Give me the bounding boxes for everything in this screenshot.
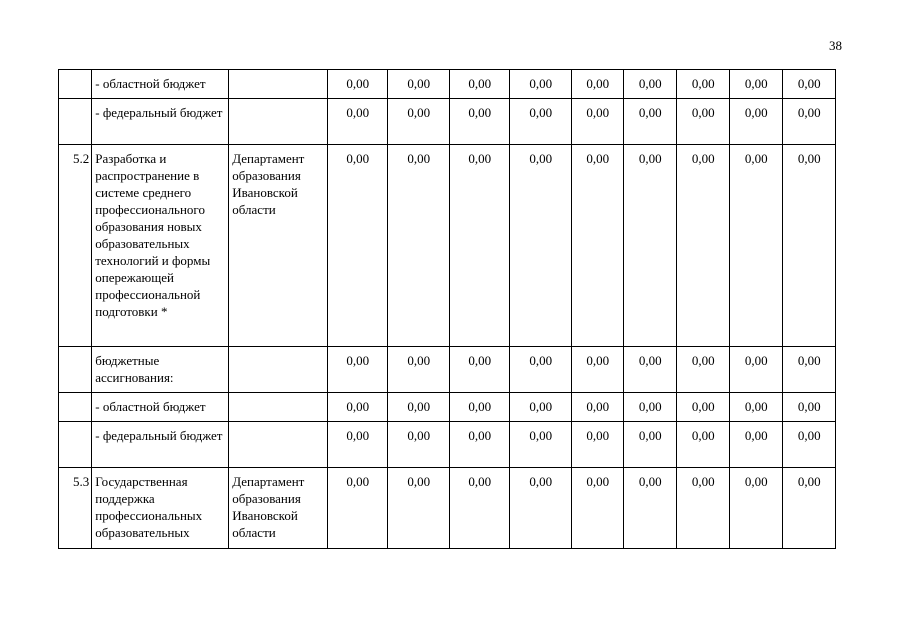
value-cell: 0,00 [677,468,730,549]
value-cell: 0,00 [572,468,624,549]
value-cell: 0,00 [677,70,730,99]
value-cell: 0,00 [730,145,783,347]
row-number-cell [59,70,92,99]
value-cell: 0,00 [388,347,450,393]
row-executor-cell [229,99,328,145]
value-cell: 0,00 [328,70,388,99]
row-executor-cell [229,393,328,422]
value-cell: 0,00 [510,468,572,549]
value-cell: 0,00 [677,347,730,393]
page-number: 38 [829,38,842,53]
table-row [59,70,836,99]
row-executor-cell [229,70,328,99]
value-cell: 0,00 [677,422,730,468]
value-cell: 0,00 [783,393,836,422]
value-cell: 0,00 [572,347,624,393]
value-cell: 0,00 [510,145,572,347]
table-row [59,468,836,549]
value-cell: 0,00 [510,70,572,99]
row-name-cell: Государственная поддержка профессиональных образовательных [92,468,229,549]
value-cell: 0,00 [450,145,510,347]
value-cell: 0,00 [730,393,783,422]
value-cell: 0,00 [783,347,836,393]
value-cell: 0,00 [677,145,730,347]
value-cell: 0,00 [572,70,624,99]
value-cell: 0,00 [783,422,836,468]
value-cell: 0,00 [450,393,510,422]
table-row [59,145,836,347]
row-name-cell: Разработка и распространение в системе среднего профессионального образования новых образовательных технологий и формы опережающей профессиональной подготовки * [92,145,229,347]
table-row [59,422,836,468]
value-cell: 0,00 [624,70,677,99]
value-cell: 0,00 [510,393,572,422]
value-cell: 0,00 [783,468,836,549]
value-cell: 0,00 [328,347,388,393]
row-executor-cell [229,422,328,468]
value-cell: 0,00 [388,393,450,422]
value-cell: 0,00 [388,99,450,145]
value-cell: 0,00 [572,393,624,422]
value-cell: 0,00 [783,99,836,145]
value-cell: 0,00 [783,145,836,347]
value-cell: 0,00 [328,99,388,145]
row-number-cell [59,422,92,468]
value-cell: 0,00 [730,422,783,468]
value-cell: 0,00 [677,99,730,145]
row-number-cell: 5.3 [59,468,92,549]
value-cell: 0,00 [388,422,450,468]
value-cell: 0,00 [624,422,677,468]
value-cell: 0,00 [328,422,388,468]
value-cell: 0,00 [510,99,572,145]
value-cell: 0,00 [730,347,783,393]
row-name-cell: - федеральный бюджет [92,99,229,145]
row-name-cell: бюджетные ассигнования: [92,347,229,393]
value-cell: 0,00 [328,393,388,422]
row-executor-cell [229,347,328,393]
value-cell: 0,00 [510,422,572,468]
table-row [59,347,836,393]
value-cell: 0,00 [624,347,677,393]
table-row [59,393,836,422]
row-name-cell: - областной бюджет [92,70,229,99]
value-cell: 0,00 [572,422,624,468]
value-cell: 0,00 [450,70,510,99]
value-cell: 0,00 [572,99,624,145]
value-cell: 0,00 [730,468,783,549]
value-cell: 0,00 [450,99,510,145]
table-row [59,99,836,145]
value-cell: 0,00 [450,347,510,393]
row-executor-cell: Департамент образования Ивановской области [229,145,328,347]
row-number-cell [59,393,92,422]
value-cell: 0,00 [388,468,450,549]
value-cell: 0,00 [624,468,677,549]
row-executor-cell: Департамент образования Ивановской области [229,468,328,549]
value-cell: 0,00 [730,99,783,145]
value-cell: 0,00 [572,145,624,347]
value-cell: 0,00 [677,393,730,422]
value-cell: 0,00 [388,70,450,99]
value-cell: 0,00 [624,393,677,422]
value-cell: 0,00 [328,468,388,549]
value-cell: 0,00 [450,468,510,549]
value-cell: 0,00 [388,145,450,347]
row-name-cell: - областной бюджет [92,393,229,422]
row-name-cell: - федеральный бюджет [92,422,229,468]
value-cell: 0,00 [624,99,677,145]
row-number-cell: 5.2 [59,145,92,347]
value-cell: 0,00 [783,70,836,99]
value-cell: 0,00 [510,347,572,393]
budget-table [58,69,836,549]
value-cell: 0,00 [328,145,388,347]
value-cell: 0,00 [730,70,783,99]
value-cell: 0,00 [624,145,677,347]
row-number-cell [59,99,92,145]
value-cell: 0,00 [450,422,510,468]
row-number-cell [59,347,92,393]
